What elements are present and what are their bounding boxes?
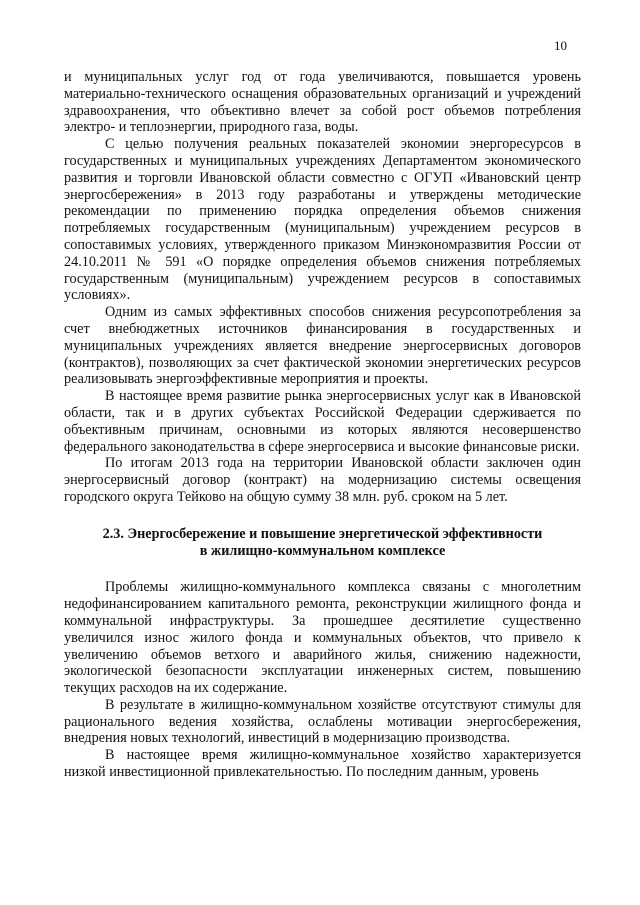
document-body — [64, 69, 581, 781]
paragraph-continued: и муниципальных услуг год от года увеличиваются, повышается уровень материально-технического оснащения образовательных организаций и учреждений здравоохранения, что объективно влечет за собой рост объемов потребления электро- и теплоэнергии, природного газа, воды. — [64, 69, 581, 136]
paragraph-housing-problems: Проблемы жилищно-коммунального комплекса связаны с многолетним недофинансированием капитального ремонта, реконструкции жилищного фонда и коммунальной инфраструктуры. За прошедшее десятилетие существенно увеличился износ жилого фонда и коммунальных объектов, что привело к увеличению объемов ветхого и аварийного жилья, снижению надежности, экологической безопасности эксплуатации инженерных систем, повышению текущих расходов на их содержание. — [64, 579, 581, 697]
paragraph-lack-of-incentives: В результате в жилищно-коммунальном хозяйстве отсутствуют стимулы для рационального ведения хозяйства, ослаблены мотивации энергосбережения, внедрения новых технологий, инвестиций в модернизацию производства. — [64, 696, 581, 747]
page-number: 10 — [554, 38, 567, 53]
section-heading-line-2: в жилищно-коммунальном комплексе — [199, 542, 446, 559]
paragraph-market-development: В настоящее время развитие рынка энергосервисных услуг как в Ивановской области, так и в других субъектах Российской Федерации сдерживается по объективным причинам, основными из которых являются несовершенство федерального законодательства в сфере энергосервиса и высокие финансовые риски. — [64, 388, 581, 455]
section-heading — [64, 526, 581, 560]
paragraph-investment-attractiveness: В настоящее время жилищно-коммунальное хозяйство характеризуется низкой инвестиционной привлекательностью. По последним данным, уровень — [64, 747, 581, 781]
section-heading-line-1: 2.3. Энергосбережение и повышение энергетической эффективности — [102, 525, 543, 542]
paragraph-energy-savings-methodology: С целью получения реальных показателей экономии энергоресурсов в государственных и муниципальных учреждениях Департаментом экономического развития и торговли Ивановской области совместно с ОГУП «Ивановский центр энергосбережения» в 2013 году разработаны и утверждены методические рекомендации по применению порядка определения объемов снижения потребляемых государственным (муниципальным) учреждением ресурсов в сопоставимых условиях, утвержденного приказом Минэкономразвития России от 24.10.2011 № 591 «О порядке определения объемов снижения потребляемых государственным (муниципальным) учреждением ресурсов в сопоставимых условиях». — [64, 136, 581, 304]
paragraph-results-2013: По итогам 2013 года на территории Ивановской области заключен один энергосервисный договор (контракт) на модернизацию системы освещения городского округа Тейково на общую сумму 38 млн. руб. сроком на 5 лет. — [64, 455, 581, 505]
paragraph-energy-service-contracts: Одним из самых эффективных способов снижения ресурсопотребления за счет внебюджетных источников финансирования в государственных и муниципальных учреждениях является внедрение энергосервисных договоров (контрактов), позволяющих за счет фактической экономии энергетических ресурсов реализовывать энергоэффективные мероприятия и проекты. — [64, 304, 581, 388]
